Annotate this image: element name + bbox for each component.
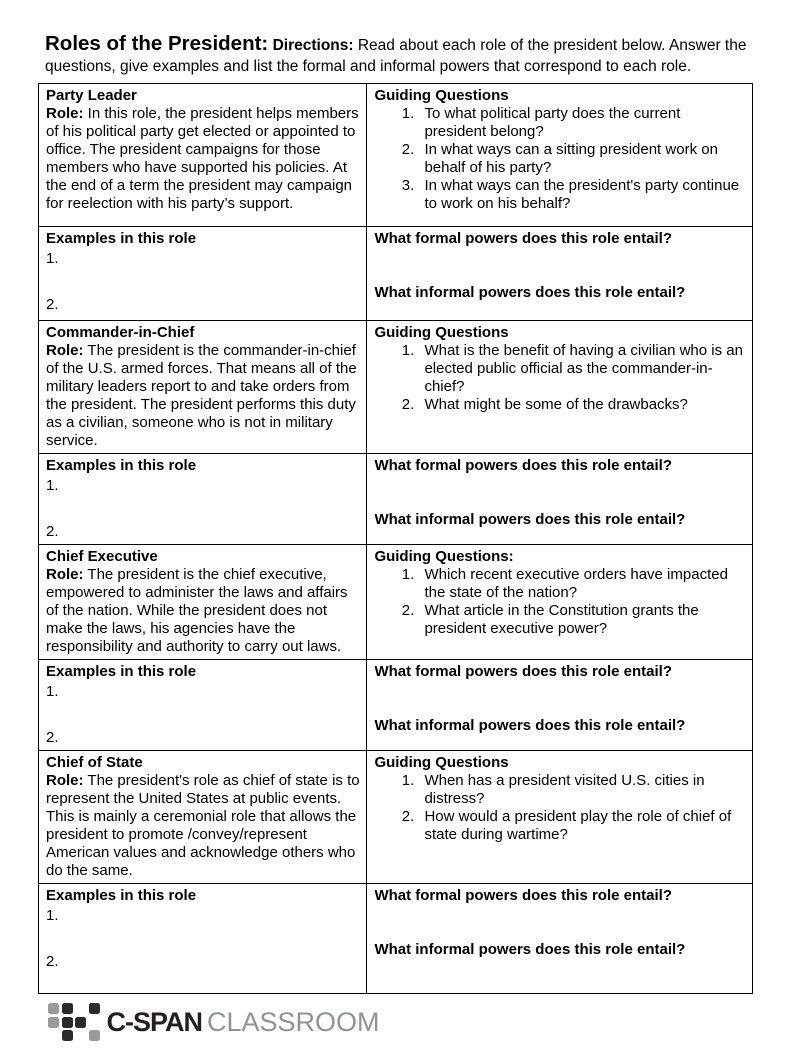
examples-cell <box>39 227 367 321</box>
page-title: Roles of the President: <box>45 32 269 55</box>
role-name: Commander-in-Chief <box>46 324 195 341</box>
guiding-question: 2. In what ways can a sitting president work on behalf of his party? <box>418 141 746 177</box>
role-description <box>46 342 360 450</box>
example-item-1: 1. <box>46 907 59 924</box>
page-header <box>45 33 757 77</box>
guiding-questions-cell <box>367 751 753 884</box>
example-item-1: 1. <box>46 477 59 494</box>
role-text: The president's role as chief of state is to represent the United States at public events. This is mainly a ceremonial role that allows the president to promote /convey/represent American values and acknowledge others who do the same. <box>46 772 360 879</box>
formal-powers-question: What formal powers does this role entail? <box>374 663 672 680</box>
directions-label: Directions: <box>272 37 354 54</box>
table-row <box>39 84 753 227</box>
guiding-questions-heading: Guiding Questions: <box>374 548 514 565</box>
example-item-1: 1. <box>46 250 59 267</box>
guiding-questions-heading: Guiding Questions <box>374 754 509 771</box>
directions-text: Read about each role of the president below. Answer the questions, give examples and list the formal and informal powers that correspond to each role. <box>45 37 747 75</box>
role-label: Role: <box>46 566 84 583</box>
table-row <box>39 660 753 751</box>
logo-text-cspan: C-SPAN <box>106 1006 203 1037</box>
powers-cell <box>367 660 753 751</box>
examples-heading: Examples in this role <box>46 457 197 474</box>
guiding-question: 1. Which recent executive orders have impacted the state of the nation? <box>418 566 746 602</box>
guiding-question: 3. In what ways can the president's party continue to work on his behalf? <box>418 177 746 213</box>
guiding-question: 2. What might be some of the drawbacks? <box>418 396 746 414</box>
role-description <box>46 105 360 213</box>
role-text: The president is the commander-in-chief of the U.S. armed forces. That means all of the military leaders report to and take orders from the president. The president performs this duty as a civilian, someone who is not in military service. <box>46 342 357 449</box>
role-description <box>46 566 360 656</box>
role-label: Role: <box>46 772 84 789</box>
powers-cell <box>367 454 753 545</box>
guiding-question: 2. How would a president play the role of chief of state during wartime? <box>418 808 746 844</box>
role-label: Role: <box>46 105 84 122</box>
table-row <box>39 884 753 994</box>
examples-heading: Examples in this role <box>46 887 197 904</box>
guiding-questions-cell <box>367 545 753 660</box>
guiding-questions-cell <box>367 321 753 454</box>
table-row <box>39 321 753 454</box>
example-item-2: 2. <box>46 953 59 970</box>
guiding-questions-list <box>374 566 746 638</box>
guiding-questions-cell <box>367 84 753 227</box>
role-text: In this role, the president helps members of his political party get elected or appointed to office. The president campaigns for those members who have supported his policies. At the end of a term the president may campaign for reelection with his party’s support. <box>46 105 359 212</box>
formal-powers-question: What formal powers does this role entail? <box>374 230 672 247</box>
table-row <box>39 454 753 545</box>
powers-cell <box>367 227 753 321</box>
role-cell-chief-of-state <box>39 751 367 884</box>
informal-powers-question: What informal powers does this role entail? <box>374 941 686 958</box>
role-name: Chief of State <box>46 754 143 771</box>
role-cell-chief-executive <box>39 545 367 660</box>
cspan-classroom-logo <box>48 999 791 1045</box>
guiding-question: 2. What article in the Constitution grants the president executive power? <box>418 602 746 638</box>
examples-cell <box>39 660 367 751</box>
informal-powers-question: What informal powers does this role entail? <box>374 717 686 734</box>
guiding-question: 1. To what political party does the current president belong? <box>418 105 746 141</box>
logo-text-classroom: CLASSROOM <box>207 1006 380 1037</box>
roles-table <box>38 83 753 994</box>
role-description <box>46 772 360 880</box>
guiding-questions-heading: Guiding Questions <box>374 324 509 341</box>
example-item-2: 2. <box>46 729 59 746</box>
examples-heading: Examples in this role <box>46 663 197 680</box>
example-item-2: 2. <box>46 523 59 540</box>
role-text: The president is the chief executive, empowered to administer the laws and affairs of the nation. While the president does not make the laws, his agencies have the responsibility and authority to carry out laws. <box>46 566 348 655</box>
role-cell-commander-in-chief <box>39 321 367 454</box>
guiding-questions-list <box>374 105 746 213</box>
formal-powers-question: What formal powers does this role entail? <box>374 887 672 904</box>
examples-cell <box>39 454 367 545</box>
informal-powers-question: What informal powers does this role entail? <box>374 284 686 301</box>
guiding-questions-list <box>374 772 746 844</box>
table-row <box>39 751 753 884</box>
powers-cell <box>367 884 753 994</box>
examples-heading: Examples in this role <box>46 230 197 247</box>
guiding-question: 1. What is the benefit of having a civilian who is an elected public official as the commander-in-chief? <box>418 342 746 396</box>
examples-cell <box>39 884 367 994</box>
guiding-questions-heading: Guiding Questions <box>374 87 509 104</box>
role-name: Party Leader <box>46 87 137 104</box>
informal-powers-question: What informal powers does this role entail? <box>374 511 686 528</box>
table-row <box>39 545 753 660</box>
example-item-2: 2. <box>46 296 59 313</box>
formal-powers-question: What formal powers does this role entail? <box>374 457 672 474</box>
role-cell-party-leader <box>39 84 367 227</box>
example-item-1: 1. <box>46 683 59 700</box>
cspan-logo-mark-icon <box>48 1003 100 1041</box>
guiding-question: 1. When has a president visited U.S. cities in distress? <box>418 772 746 808</box>
role-label: Role: <box>46 342 84 359</box>
guiding-questions-list <box>374 342 746 414</box>
role-name: Chief Executive <box>46 548 158 565</box>
table-row <box>39 227 753 321</box>
